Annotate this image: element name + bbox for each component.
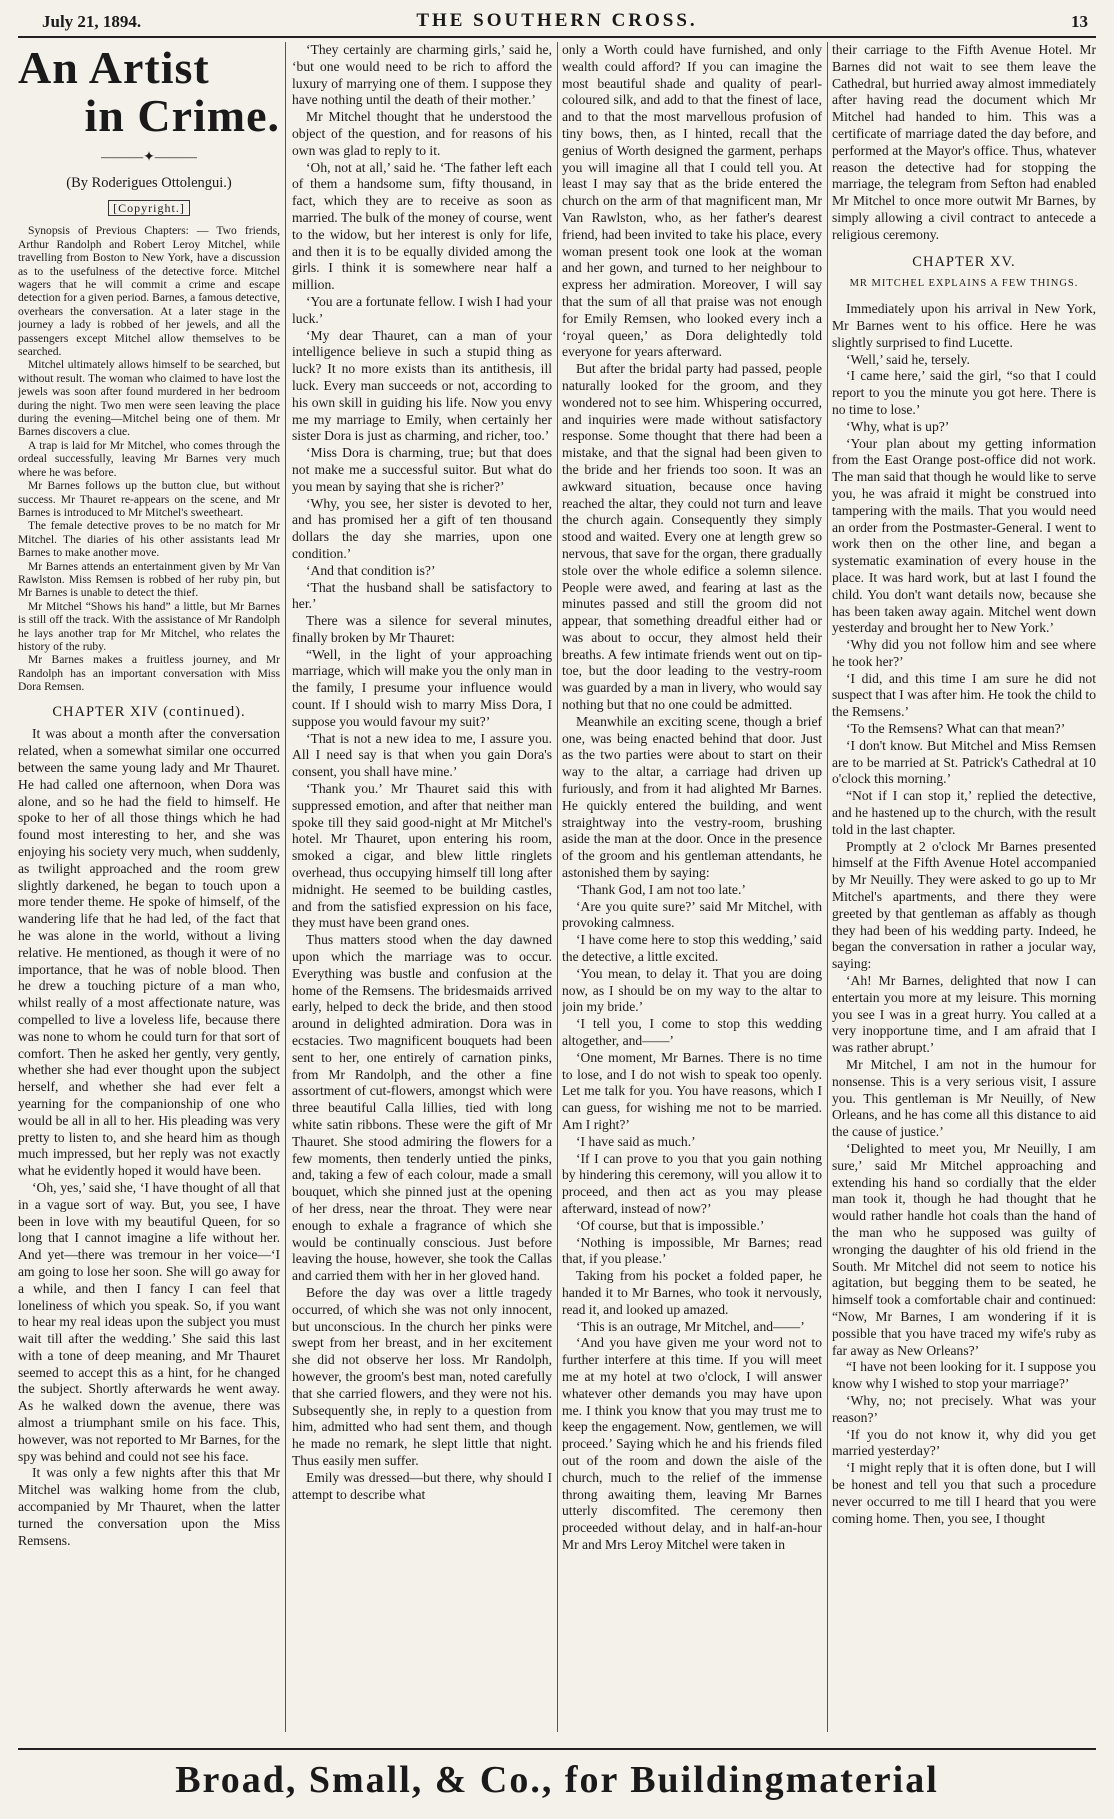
column-2 [292, 42, 552, 1732]
issue-date: July 21, 1894. [42, 12, 142, 31]
body-paragraph: ‘Oh, yes,’ said she, ‘I have thought of all that in a vague sort of way. But, you see, I have been in love with my beautiful Queen, for so long that I cannot imagine a life without her. And yet—there was tremour in her voice—‘I am going to lose her soon. She will go away for a while, and then I fancy I can feel that loneliness of which you speak. So, if you want to hear my real ideas upon the subject you must wait till after the wedding.’ She said this last with a tone of deep meaning, and Mr Thauret seemed to accept this as a hint, for he changed the subject. Shortly afterwards he went away. As he walked down the avenue, there was almost a triumphant smile on his face. This, however, was not reported to Mr Barnes, for the spy was behind and could not see his face. [18, 1179, 280, 1464]
article-title-line2: in Crime. [84, 90, 280, 141]
body-paragraph: It was about a month after the conversation related, when a somewhat similar one occurred between the same young lady and Mr Thauret. He had called one afternoon, when Dora was alone, and so he had the field to himself. He spoke to her of all those things which he had found most interesting to her, and she was enjoying his society very much, when suddenly, as twilight approached and the room grew slightly darkened, he began to touch upon a more tender theme. He spoke of himself, of the wandering life that he had led, of the fact that he was alone in the world, without a living relative. He mentioned, as though it were of no importance, that he was of noble blood. Then he drew a touching picture of a man who, whilst really of a most affectionate nature, was compelled to live a loveless life, because there was none to whom he could turn for that sort of comfort. Then he asked her gently, very gently, whether she had ever thought upon the subject herself, and whether she had ever felt a yearning for the companionship of one who would be all in all to her. His pleading was very pretty to listen to, and she heard him as though much impressed, but her reply was not exactly what he evidently hoped it would have been. [18, 726, 280, 1179]
body-paragraph: ‘I did, and this time I am sure he did not suspect that I was after him. He took the child to the Remsens.’ [832, 670, 1096, 720]
synopsis-paragraph: Mr Barnes makes a fruitless journey, and Mr Randolph has an important conversation with Miss Dora Remsen. [18, 653, 280, 694]
body-paragraph: ‘I might reply that it is often done, but I will be honest and tell you that such a procedure never occurred to me till I heard that you were coming home. Then, you see, I thought [832, 1460, 1096, 1526]
footer-advertisement: Broad, Small, & Co., for Buildingmaterial [18, 1748, 1096, 1810]
body-paragraph: Thus matters stood when the day dawned upon which the marriage was to occur. Everything was bustle and confusion at the home of the Remsens. The bridesmaids arrived early, helped to deck the bride, and then stood around in delighted admiration. Dora was in ecstacies. Two magnificent bouquets had been sent to her, one entirely of carnation pinks, from Mr Randolph, and the other a fine assortment of cut-flowers, amongst which were three beautiful Calla lillies, tied with long white satin ribbons. These were the gift of Mr Thauret. She stood admiring the flowers for a few moments, then tenderly untied the pinks, and, taking a few of each colour, made a small bouquet, which she pinned just at the opening of her dress, near the throat. They were near enough to exhale a fragrance of which she would be continually conscious. Just before leaving the house, however, she took the Callas and carried them with her in her gloved hand. [292, 932, 552, 1284]
body-paragraph: “I have not been looking for it. I suppose you know why I wished to stop your marriage?’ [832, 1359, 1096, 1392]
body-paragraph: ‘My dear Thauret, can a man of your intelligence believe in such a stupid thing as luck? It no more exists than its antithesis, ill luck. Every man succeeds or not, according to his own skill in guiding his life. Now you envy me my marriage to Emily, when certainly her sister Dora is just as charming, and richer, too.’ [292, 327, 552, 444]
body-paragraph: ‘I have said as much.’ [576, 1133, 696, 1149]
synopsis [18, 224, 280, 693]
body-paragraph: only a Worth could have furnished, and only wealth could afford? If you can imagine the most beautiful shade and quality of pearl-coloured silk, and add to that the finest of lace, and to that the most marvellous profusion of tiny bows, then, as I hinted, recall that the genius of Worth designed the garment, perhaps you will imagine all that I could tell you. At least I may say that as the bride entered the church on the arm of that magnificent man, Mr Van Rawlston, who, as her father's dearest friend, had been invited to take his place, every woman present took one look at the woman and her gown, and turned to her neighbour to express her admiration. Moreover, I will say that the sum of all that praise was not enough for Emily Remsen, who looked every inch a ‘royal queen,’ as Dora delightedly told everyone for years afterward. [562, 42, 822, 360]
body-paragraph: ‘Are you quite sure?’ said Mr Mitchel, with provoking calmness. [562, 898, 822, 931]
body-paragraph: ‘Oh, not at all,’ said he. ‘The father left each of them a handsome sum, fifty thousand, in fact, which they are to receive as soon as married. The bulk of the money of course, went to the widow, but her interest is only for life, and then it is to be equally divided among the girls. I think it is somewhere near half a million. [292, 159, 552, 293]
body-paragraph: ‘Nothing is impossible, Mr Barnes; read that, if you please.’ [562, 1234, 822, 1267]
column-rule [557, 42, 558, 1732]
copyright-notice [18, 200, 280, 217]
body-paragraph: ‘Ah! Mr Barnes, delighted that now I can entertain you more at my leisure. This morning you see I was in a great hurry. You called at a very inopportune time, and I am afraid that I was rather abrupt.’ [832, 973, 1096, 1056]
body-paragraph: ‘Why did you not follow him and see where he took her?’ [832, 637, 1096, 669]
body-paragraph: ‘Why, you see, her sister is devoted to her, and has promised her a gift of ten thousand dollars the day she marries, upon one condition.’ [292, 495, 552, 561]
body-paragraph: ‘Thank God, I am not too late.’ [576, 881, 746, 897]
body-paragraph: ‘If I can prove to you that you gain nothing by hindering this ceremony, will you allow it to proceed, and then act as you may please afterward, instead of now?’ [562, 1150, 822, 1216]
newspaper-name: THE SOUTHERN CROSS. [416, 10, 698, 31]
synopsis-paragraph: Mr Barnes follows up the button clue, but without success. Mr Thauret re-appears on the scene, and Mr Barnes is introduced to Mr Mitchel's sweetheart. [18, 479, 280, 519]
synopsis-paragraph: A trap is laid for Mr Mitchel, who comes through the ordeal successfully, leaving Mr Barnes very much where he was before. [18, 438, 280, 479]
body-paragraph: Emily was dressed—but there, why should I attempt to describe what [292, 1469, 552, 1502]
body-paragraph: ‘To the Remsens? What can that mean?’ [846, 721, 1066, 737]
body-paragraph: Meanwhile an exciting scene, though a brief one, was being enacted behind that door. Just as the two parties were about to start on their way to the altar, a carriage had driven up furiously, and from it had alighted Mr Barnes. He quickly entered the building, and went straightway into the vestry-room, brushing aside the man at the door. Once in the presence of the groom and his gentleman attendants, he astonished them by saying: [562, 713, 822, 881]
column-rule [285, 42, 286, 1732]
body-paragraph: ‘Your plan about my getting information from the East Orange post-office did not work. The man said that though he would like to serve you, he was afraid it might be construed into tampering with the mails. That you would need an order from the Postmaster-General. I went to work then on the other line, and began a systematic examination of every house in the place. It was hard work, but at last I found the child. You don't want details now, because she has been taken away again. Mitchel went down yesterday and brought her to New York.’ [832, 435, 1096, 636]
column-rule [827, 42, 828, 1732]
body-paragraph: “Not if I can stop it,’ replied the detective, and he hastened up to the church, with the result told in the last chapter. [832, 788, 1096, 837]
body-paragraph: ‘Why, what is up?’ [846, 418, 950, 434]
synopsis-paragraph: Mr Mitchel “Shows his hand” a little, but Mr Barnes is still off the track. With the assistance of Mr Randolph he lays another trap for Mr Mitchel, who relates the history of the ruby. [18, 599, 280, 653]
column-4 [832, 42, 1096, 1732]
byline: (By Roderigues Ottolengui.) [66, 174, 232, 191]
body-paragraph: There was a silence for several minutes, finally broken by Mr Thauret: [292, 613, 552, 645]
body-paragraph: ‘That the husband shall be satisfactory to her.’ [292, 579, 552, 612]
body-paragraph: ‘I tell you, I come to stop this wedding altogether, and——’ [562, 1016, 822, 1049]
body-paragraph: ‘That is not a new idea to me, I assure you. All I need say is that when you gain Dora's consent, you shall have mine.’ [292, 730, 552, 780]
body-paragraph: ‘Why, no; not precisely. What was your reason?’ [832, 1392, 1096, 1425]
body-paragraph: Promptly at 2 o'clock Mr Barnes presented himself at the Fifth Avenue Hotel accompanied by Mr Neuilly. They were asked to go up to Mr Mitchel's apartments, and there they were greeted by that gentleman as affably as though they had been of his wedding party. Indeed, he began the conversation in rather a jocular way, saying: [832, 838, 1096, 972]
body-paragraph: ‘And that condition is?’ [306, 562, 436, 578]
body-paragraph: ‘They certainly are charming girls,’ said he, ‘but one would need to be rich to afford the luxury of marrying one of them. I suppose they have nothing until the death of their mother.’ [292, 42, 552, 108]
body-paragraph: Mr Mitchel, I am not in the humour for nonsense. This is a very serious visit, I assure you. This gentleman is Mr Neuilly, of New Orleans, and he has come all this distance to aid the cause of justice.’ [832, 1057, 1096, 1140]
body-paragraph: ‘I don't know. But Mitchel and Miss Remsen are to be married at St. Patrick's Cathedral at 10 o'clock this morning.’ [832, 737, 1096, 787]
body-paragraph: their carriage to the Fifth Avenue Hotel. Mr Barnes did not wait to see them leave the Cathedral, but hurried away almost immediately after having read the document which Mr Mitchel had handed to him. This was a certificate of marriage dated the day before, and performed at the Mayor's office. Thus, whatever reason the detective had for stopping the marriage, the telegram from Sefton had enabled Mr Mitchel to once more outwit Mr Barnes, by simply allowing a civil contract to antecede a religious ceremony. [832, 42, 1096, 242]
body-paragraph: Mr Mitchel thought that he understood the object of the question, and for reasons of his own was glad to reply to it. [292, 109, 552, 158]
body-paragraph: ‘Well,’ said he, tersely. [846, 351, 970, 367]
body-paragraph: ‘If you do not know it, why did you get married yesterday?’ [832, 1426, 1096, 1459]
article-columns [18, 42, 1096, 1732]
body-paragraph: ‘One moment, Mr Barnes. There is no time to lose, and I do not wish to speak too openly. Let me talk for you. You have reasons, which I can guess, for wishing me not to be married. Am I right?’ [562, 1049, 822, 1132]
body-paragraph: It was only a few nights after this that Mr Mitchel was walking home from the club, accompanied by Mr Thauret, when the latter turned the conversation upon the Miss Remsens. [18, 1465, 280, 1548]
chapter-15-heading: CHAPTER XV. [912, 253, 1016, 270]
synopsis-paragraph: Synopsis of Previous Chapters: — Two friends, Arthur Randolph and Robert Leroy Mitchel, while travelling from Boston to New York, have a discussion as to the usefulness of the detective force. Mitchel wagers that he will commit a crime and escape detection for a given period. Barnes, a famous detective, overhears the conversation. At a later stage in the journey a lady is robbed of her jewels, and all the passengers except Mitchel allow themselves to be searched. [18, 224, 280, 359]
body-paragraph: ‘Miss Dora is charming, true; but that does not make me a successful suitor. But what do you mean by saying that she is richer?’ [292, 445, 552, 494]
body-paragraph: ‘I have come here to stop this wedding,’ said the detective, a little excited. [562, 932, 822, 965]
body-paragraph: Before the day was over a little tragedy occurred, of which she was not only innocent, but unconscious. In the church her pinks were swept from her breast, and in her excitement she did not observe her loss. Mr Randolph, however, the groom's best man, noted carefully that she carried flowers, and they were not his. Subsequently she, in reply to a question from him, admitted who had sent them, and though he made no remark, he slept little that night. Thus easily men suffer. [292, 1284, 552, 1468]
body-paragraph: ‘And you have given me your word not to further interfere at this time. If you will meet me at my hotel at two o'clock, I will answer whatever other demands you may have upon me. I think you know that you may trust me to keep the engagement. Now, gentlemen, we will proceed.’ Saying which he and his friends filed out of the room and down the aisle of the church, much to the relief of the immense throng awaiting them, leaving Mr Barnes utterly discomfited. The ceremony then proceeded without delay, and in half-an-hour Mr and Mrs Leroy Mitchel were taken in [562, 1335, 822, 1552]
ornament-divider: ———✦——— [101, 150, 197, 165]
column-1 [18, 42, 280, 1732]
body-paragraph: ‘Delighted to meet you, Mr Neuilly, I am sure,’ said Mr Mitchel approaching and extending his hand so cordially that the elder man took it, though he had thought that he would rather handle hot coals than the hand of the man who he supposed was guilty of wronging the daughter of his old friend in the South. Mr Mitchel did not seem to notice his agitation, but begging them to be seated, he himself took a comfortable chair and continued: “Now, Mr Barnes, I am wondering if it is possible that you have traced my wife's ruby as far away as New Orleans?’ [832, 1141, 1096, 1358]
body-paragraph: ‘Thank you.’ Mr Thauret said this with suppressed emotion, and after that neither man spoke till they said good-night at Mr Mitchel's hotel. Mr Thauret, upon entering his room, smoked a cigar, and blew little ringlets overhead, thus occupying himself till long after midnight. He seemed to be building castles, and from the satisfied expression on his face, they must have been grand ones. [292, 781, 552, 931]
page-number: 13 [1071, 12, 1088, 31]
body-paragraph: ‘You mean, to delay it. That you are doing now, as I should be on my way to the altar to join my bride.’ [562, 965, 822, 1015]
body-paragraph: “Well, in the light of your approaching marriage, which will make you the only man in the family, I presume your influence would count. If I should wish to marry Miss Dora, I suppose you would favour my suit?’ [292, 646, 552, 729]
synopsis-paragraph: The female detective proves to be no match for Mr Mitchel. The diaries of his other assistants lead Mr Barnes to make another move. [18, 519, 280, 560]
masthead [18, 6, 1096, 38]
body-paragraph: ‘Of course, but that is impossible.’ [576, 1217, 765, 1233]
body-paragraph: ‘You are a fortunate fellow. I wish I had your luck.’ [292, 293, 552, 326]
column-3 [562, 42, 822, 1732]
body-paragraph: But after the bridal party had passed, people naturally looked for the groom, and they wondered not to see him. Whispering occurred, and inquiries were made without satisfactory response. Some thought that there had been a mistake, and that the signal had been given to the bride and her friends too soon. It was an awkward situation, because once having reached the altar, they could not turn and leave the church again. Consequently they simply stood and waited. Every one at length grew so nervous, that save for the organ, there gradually stole over the whole edifice a solemn silence. People were awed, and fearing at last as the minutes passed and still the groom did not appear, that something dreadful either had or was about to occur, they almost held their breaths. A few intimate friends went out on tip-toe, but the door leading to the vestry-room was guarded by a man in livery, who would say nothing but that no one could be admitted. [562, 361, 822, 713]
body-paragraph: ‘I came here,’ said the girl, “so that I could report to you the minute you got here. There is no time to lose.’ [832, 368, 1096, 417]
body-paragraph: ‘This is an outrage, Mr Mitchel, and——’ [576, 1318, 805, 1334]
body-paragraph: Taking from his pocket a folded paper, he handed it to Mr Barnes, who took it nervously, read it, and looked up amazed. [562, 1268, 822, 1317]
article-title-line1: An Artist [18, 42, 210, 93]
synopsis-paragraph: Mitchel ultimately allows himself to be searched, but without result. The woman who claimed to have lost the jewels was soon after found murdered in her bedroom during the night. Two men were seen leaving the place during the evening—Mitchel being one of them. Mr Barnes discovers a clue. [18, 358, 280, 439]
synopsis-paragraph: Mr Barnes attends an entertainment given by Mr Van Rawlston. Miss Remsen is robbed of her ruby pin, but Mr Barnes is unable to detect the thief. [18, 559, 280, 600]
chapter-15-subtitle: MR MITCHEL EXPLAINS A FEW THINGS. [849, 278, 1079, 290]
copyright-label: [Copyright.] [108, 200, 190, 216]
chapter-14-heading: CHAPTER XIV (continued). [52, 703, 246, 720]
body-paragraph: Immediately upon his arrival in New York, Mr Barnes went to his office. Here he was slightly surprised to find Lucette. [832, 301, 1096, 350]
